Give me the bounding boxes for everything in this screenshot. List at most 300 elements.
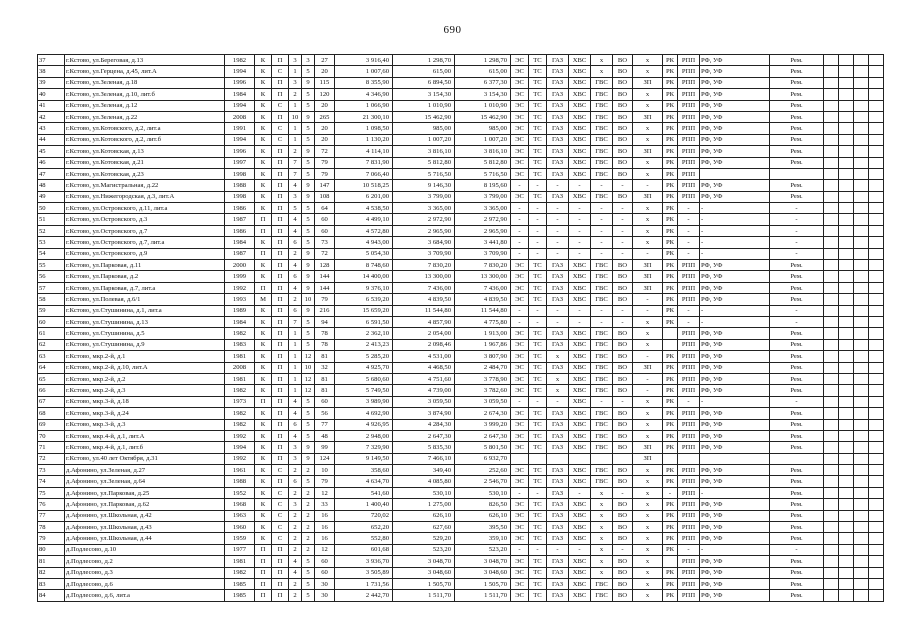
empty-cell: [854, 134, 869, 145]
garbage-chute-cell: -: [633, 248, 663, 259]
empty-cell: [869, 510, 884, 521]
garbage-chute-cell: -: [633, 373, 663, 384]
year-cell: 1996: [225, 77, 255, 88]
empty-cell: [839, 157, 854, 168]
roof-type-cell: П: [272, 590, 289, 601]
roof-type-cell: П: [272, 77, 289, 88]
floors-cell: 9: [302, 77, 315, 88]
entrances-cell: 1: [289, 339, 302, 350]
gas-cell: ГАЗ: [547, 77, 569, 88]
entrances-cell: 2: [289, 146, 302, 157]
hot-water-cell: х: [591, 567, 613, 578]
rk-cell: РК: [663, 305, 678, 316]
entrances-cell: 2: [289, 294, 302, 305]
apartments-cell: 81: [315, 385, 335, 396]
total-area-cell: 4 925,70: [335, 362, 393, 373]
sewage-cell: ВО: [613, 419, 633, 430]
residential-area-cell: 5 812,80: [455, 157, 511, 168]
empty-cell: [854, 111, 869, 122]
rk-cell: РК: [663, 123, 678, 134]
wall-material-cell: К: [255, 533, 272, 544]
table-row: [38, 66, 884, 77]
entrances-cell: 1: [289, 123, 302, 134]
wall-material-cell: К: [255, 77, 272, 88]
floors-cell: 9: [302, 146, 315, 157]
repair-cell: Рем.: [770, 590, 824, 601]
garbage-chute-cell: х: [633, 237, 663, 248]
empty-cell: [839, 590, 854, 601]
year-cell: 1992: [225, 430, 255, 441]
address-cell: г.Кстово, ул.Нижегородская, д.3, лит.А: [65, 191, 225, 202]
heating-cell: -: [529, 544, 547, 555]
electricity-cell: ЭС: [511, 442, 529, 453]
total-area-cell: 2 442,70: [335, 590, 393, 601]
repair-cell: Рем.: [770, 180, 824, 191]
floors-cell: 5: [302, 123, 315, 134]
total-area-cell: 8 355,90: [335, 77, 393, 88]
entrances-cell: 2: [289, 465, 302, 476]
empty-cell: [854, 408, 869, 419]
apartments-cell: 60: [315, 214, 335, 225]
sewage-cell: -: [613, 248, 633, 259]
rpp-cell: РПП: [678, 578, 700, 589]
gas-cell: ГАЗ: [547, 465, 569, 476]
floors-cell: 5: [302, 66, 315, 77]
gas-cell: [547, 453, 569, 464]
year-cell: 1959: [225, 533, 255, 544]
year-cell: 1982: [225, 567, 255, 578]
electricity-cell: ЭС: [511, 510, 529, 521]
empty-cell: [869, 351, 884, 362]
empty-cell: [824, 146, 839, 157]
gas-cell: х: [547, 385, 569, 396]
address-cell: д.Афонино, ул.Зеленая, д.27: [65, 465, 225, 476]
floors-cell: 5: [302, 100, 315, 111]
apartments-cell: 108: [315, 191, 335, 202]
empty-cell: [869, 191, 884, 202]
total-area-cell: 5 054,30: [335, 248, 393, 259]
electricity-cell: -: [511, 214, 529, 225]
wall-material-cell: К: [255, 510, 272, 521]
empty-cell: [824, 305, 839, 316]
heating-cell: -: [529, 316, 547, 327]
residential-area-cell: 2 674,30: [455, 408, 511, 419]
wall-material-cell: М: [255, 294, 272, 305]
residential-area-cell: 3 999,20: [455, 419, 511, 430]
roof-type-cell: С: [272, 522, 289, 533]
rpp-cell: РПП: [678, 123, 700, 134]
empty-cell: [869, 385, 884, 396]
cold-water-cell: ХВС: [569, 89, 591, 100]
empty-cell: [824, 476, 839, 487]
hot-water-cell: ГВС: [591, 282, 613, 293]
residential-area-cell: 6 377,30: [455, 77, 511, 88]
empty-cell: [869, 260, 884, 271]
wall-material-cell: К: [255, 271, 272, 282]
heating-cell: ТС: [529, 499, 547, 510]
roof-type-cell: П: [272, 180, 289, 191]
roof-type-cell: П: [272, 225, 289, 236]
rpp-cell: РПП: [678, 408, 700, 419]
floors-cell: 10: [302, 294, 315, 305]
rpp-cell: РПП: [678, 590, 700, 601]
rk-cell: РК: [663, 260, 678, 271]
heating-cell: ТС: [529, 578, 547, 589]
empty-cell: [839, 100, 854, 111]
roof-type-cell: П: [272, 419, 289, 430]
empty-cell: [854, 168, 869, 179]
sewage-cell: -: [613, 396, 633, 407]
apartments-cell: 48: [315, 430, 335, 441]
wall-material-cell: К: [255, 499, 272, 510]
electricity-cell: ЭС: [511, 373, 529, 384]
empty-cell: [869, 77, 884, 88]
electricity-cell: ЭС: [511, 476, 529, 487]
fund-cell: РФ, УФ: [700, 419, 770, 430]
residential-area-cell: 3 778,90: [455, 373, 511, 384]
total-area-cell: 8 748,60: [335, 260, 393, 271]
living-area-cell: 3 048,70: [393, 556, 455, 567]
living-area-cell: 530,10: [393, 487, 455, 498]
empty-cell: [824, 100, 839, 111]
heating-cell: ТС: [529, 100, 547, 111]
repair-cell: Рем.: [770, 111, 824, 122]
repair-cell: Рем.: [770, 328, 824, 339]
gas-cell: -: [547, 396, 569, 407]
garbage-chute-cell: х: [633, 419, 663, 430]
heating-cell: -: [529, 225, 547, 236]
cold-water-cell: -: [569, 180, 591, 191]
empty-cell: [839, 430, 854, 441]
empty-cell: [869, 294, 884, 305]
heating-cell: ТС: [529, 385, 547, 396]
residential-area-cell: 1 967,86: [455, 339, 511, 350]
living-area-cell: 4 739,00: [393, 385, 455, 396]
wall-material-cell: К: [255, 66, 272, 77]
rpp-cell: РПП: [678, 533, 700, 544]
cold-water-cell: ХВС: [569, 567, 591, 578]
entrances-cell: 7: [289, 316, 302, 327]
residential-area-cell: 5 716,50: [455, 168, 511, 179]
sewage-cell: ВО: [613, 66, 633, 77]
empty-cell: [869, 339, 884, 350]
floors-cell: 2: [302, 487, 315, 498]
electricity-cell: -: [511, 248, 529, 259]
cold-water-cell: ХВС: [569, 522, 591, 533]
year-cell: 1991: [225, 123, 255, 134]
table-row: [38, 237, 884, 248]
total-area-cell: 358,60: [335, 465, 393, 476]
apartments-cell: 79: [315, 476, 335, 487]
floors-cell: 5: [302, 157, 315, 168]
empty-cell: [839, 248, 854, 259]
rk-cell: РК: [663, 578, 678, 589]
row-number-cell: 60: [38, 316, 65, 327]
row-number-cell: 51: [38, 214, 65, 225]
electricity-cell: ЭС: [511, 77, 529, 88]
apartments-cell: 72: [315, 248, 335, 259]
year-cell: 1982: [225, 385, 255, 396]
cold-water-cell: ХВС: [569, 396, 591, 407]
empty-cell: [824, 419, 839, 430]
wall-material-cell: К: [255, 203, 272, 214]
total-area-cell: 7 066,40: [335, 168, 393, 179]
empty-cell: [824, 55, 839, 66]
rpp-cell: РПП: [678, 373, 700, 384]
repair-cell: Рем.: [770, 362, 824, 373]
living-area-cell: 3 874,90: [393, 408, 455, 419]
row-number-cell: 63: [38, 351, 65, 362]
hot-water-cell: ГВС: [591, 134, 613, 145]
heating-cell: ТС: [529, 556, 547, 567]
heating-cell: ТС: [529, 294, 547, 305]
roof-type-cell: П: [272, 567, 289, 578]
sewage-cell: -: [613, 203, 633, 214]
heating-cell: -: [529, 487, 547, 498]
living-area-cell: 3 048,60: [393, 567, 455, 578]
residential-area-cell: 6 932,70: [455, 453, 511, 464]
heating-cell: ТС: [529, 408, 547, 419]
total-area-cell: 2 362,10: [335, 328, 393, 339]
floors-cell: 5: [302, 578, 315, 589]
empty-cell: [839, 510, 854, 521]
total-area-cell: 1 098,50: [335, 123, 393, 134]
rk-cell: РК: [663, 203, 678, 214]
rpp-cell: -: [678, 237, 700, 248]
empty-cell: [869, 328, 884, 339]
rpp-cell: РПП: [678, 146, 700, 157]
rpp-cell: РПП: [678, 77, 700, 88]
apartments-cell: 128: [315, 260, 335, 271]
wall-material-cell: П: [255, 396, 272, 407]
heating-cell: ТС: [529, 66, 547, 77]
empty-cell: [839, 339, 854, 350]
wall-material-cell: К: [255, 134, 272, 145]
wall-material-cell: П: [255, 556, 272, 567]
empty-cell: [854, 214, 869, 225]
roof-type-cell: П: [272, 237, 289, 248]
roof-type-cell: П: [272, 294, 289, 305]
cold-water-cell: ХВС: [569, 191, 591, 202]
empty-cell: [839, 305, 854, 316]
electricity-cell: ЭС: [511, 100, 529, 111]
repair-cell: -: [770, 396, 824, 407]
sewage-cell: ВО: [613, 385, 633, 396]
gas-cell: ГАЗ: [547, 578, 569, 589]
sewage-cell: ВО: [613, 89, 633, 100]
total-area-cell: 3 989,90: [335, 396, 393, 407]
roof-type-cell: П: [272, 316, 289, 327]
electricity-cell: ЭС: [511, 168, 529, 179]
residential-area-cell: 3 048,60: [455, 567, 511, 578]
floors-cell: 5: [302, 237, 315, 248]
gas-cell: -: [547, 305, 569, 316]
wall-material-cell: К: [255, 373, 272, 384]
empty-cell: [839, 487, 854, 498]
repair-cell: Рем.: [770, 442, 824, 453]
empty-cell: [869, 55, 884, 66]
table-row: [38, 191, 884, 202]
sewage-cell: ВО: [613, 556, 633, 567]
empty-cell: [869, 590, 884, 601]
electricity-cell: ЭС: [511, 556, 529, 567]
rpp-cell: -: [678, 305, 700, 316]
hot-water-cell: х: [591, 487, 613, 498]
row-number-cell: 76: [38, 499, 65, 510]
year-cell: 1997: [225, 157, 255, 168]
empty-cell: [869, 453, 884, 464]
address-cell: г.Кстово, ул.Котовская, д.13: [65, 146, 225, 157]
living-area-cell: 4 857,90: [393, 316, 455, 327]
address-cell: г.Кстово, ул.Стушинина, д.1, лит.а: [65, 305, 225, 316]
table-row: [38, 328, 884, 339]
rk-cell: РК: [663, 362, 678, 373]
entrances-cell: 6: [289, 419, 302, 430]
roof-type-cell: П: [272, 544, 289, 555]
table-row: [38, 123, 884, 134]
empty-cell: [839, 55, 854, 66]
hot-water-cell: ГВС: [591, 476, 613, 487]
residential-area-cell: 4 839,50: [455, 294, 511, 305]
repair-cell: Рем.: [770, 134, 824, 145]
hot-water-cell: -: [591, 180, 613, 191]
rpp-cell: [678, 453, 700, 464]
electricity-cell: ЭС: [511, 328, 529, 339]
wall-material-cell: К: [255, 157, 272, 168]
apartments-cell: 265: [315, 111, 335, 122]
empty-cell: [869, 66, 884, 77]
garbage-chute-cell: ЗП: [633, 77, 663, 88]
garbage-chute-cell: х: [633, 465, 663, 476]
electricity-cell: ЭС: [511, 271, 529, 282]
address-cell: д.Афонино, ул.Школьная, д.44: [65, 533, 225, 544]
year-cell: 1981: [225, 556, 255, 567]
table-row: [38, 522, 884, 533]
address-cell: д.Подлесово, д.6: [65, 578, 225, 589]
year-cell: 1998: [225, 168, 255, 179]
empty-cell: [854, 294, 869, 305]
apartments-cell: 115: [315, 77, 335, 88]
wall-material-cell: К: [255, 89, 272, 100]
floors-cell: 5: [302, 214, 315, 225]
residential-area-cell: 3 059,50: [455, 396, 511, 407]
apartments-cell: 60: [315, 556, 335, 567]
year-cell: 1984: [225, 237, 255, 248]
living-area-cell: 1 511,70: [393, 590, 455, 601]
gas-cell: ГАЗ: [547, 294, 569, 305]
wall-material-cell: К: [255, 100, 272, 111]
repair-cell: [770, 453, 824, 464]
empty-cell: [854, 123, 869, 134]
gas-cell: ГАЗ: [547, 510, 569, 521]
year-cell: 1961: [225, 465, 255, 476]
heating-cell: -: [529, 305, 547, 316]
wall-material-cell: К: [255, 522, 272, 533]
empty-cell: [869, 248, 884, 259]
empty-cell: [854, 100, 869, 111]
apartments-cell: 144: [315, 271, 335, 282]
cold-water-cell: -: [569, 237, 591, 248]
living-area-cell: 349,40: [393, 465, 455, 476]
empty-cell: [824, 430, 839, 441]
heating-cell: -: [529, 248, 547, 259]
sewage-cell: ВО: [613, 373, 633, 384]
roof-type-cell: П: [272, 396, 289, 407]
total-area-cell: 4 692,90: [335, 408, 393, 419]
empty-cell: [824, 89, 839, 100]
apartments-cell: 81: [315, 351, 335, 362]
electricity-cell: ЭС: [511, 66, 529, 77]
floors-cell: 2: [302, 510, 315, 521]
garbage-chute-cell: х: [633, 134, 663, 145]
living-area-cell: 5 812,80: [393, 157, 455, 168]
sewage-cell: ВО: [613, 499, 633, 510]
empty-cell: [869, 522, 884, 533]
total-area-cell: 9 376,10: [335, 282, 393, 293]
empty-cell: [854, 339, 869, 350]
roof-type-cell: П: [272, 214, 289, 225]
empty-cell: [869, 465, 884, 476]
empty-cell: [869, 237, 884, 248]
row-number-cell: 77: [38, 510, 65, 521]
total-area-cell: 15 659,20: [335, 305, 393, 316]
roof-type-cell: П: [272, 453, 289, 464]
apartments-cell: 60: [315, 396, 335, 407]
total-area-cell: 1 400,40: [335, 499, 393, 510]
empty-cell: [869, 157, 884, 168]
rpp-cell: РПП: [678, 351, 700, 362]
rpp-cell: РПП: [678, 191, 700, 202]
table-row: [38, 248, 884, 259]
gas-cell: ГАЗ: [547, 339, 569, 350]
apartments-cell: 216: [315, 305, 335, 316]
row-number-cell: 82: [38, 567, 65, 578]
entrances-cell: 7: [289, 157, 302, 168]
rk-cell: РК: [663, 157, 678, 168]
rk-cell: РК: [663, 134, 678, 145]
apartments-cell: 81: [315, 373, 335, 384]
year-cell: 2000: [225, 260, 255, 271]
year-cell: 1986: [225, 203, 255, 214]
floors-cell: 5: [302, 590, 315, 601]
row-number-cell: 38: [38, 66, 65, 77]
wall-material-cell: П: [255, 225, 272, 236]
empty-cell: [839, 362, 854, 373]
wall-material-cell: К: [255, 339, 272, 350]
address-cell: г.Кстово, мкр.4-й, д.1, лит.б: [65, 442, 225, 453]
cold-water-cell: ХВС: [569, 134, 591, 145]
hot-water-cell: -: [591, 316, 613, 327]
address-cell: д.Афонино, ул.Парковая, д.25: [65, 487, 225, 498]
rk-cell: -: [663, 487, 678, 498]
cold-water-cell: ХВС: [569, 282, 591, 293]
rk-cell: РК: [663, 77, 678, 88]
fund-cell: РФ, УФ: [700, 430, 770, 441]
fund-cell: РФ, УФ: [700, 476, 770, 487]
empty-cell: [854, 225, 869, 236]
living-area-cell: 2 972,90: [393, 214, 455, 225]
fund-cell: РФ, УФ: [700, 66, 770, 77]
floors-cell: 2: [302, 499, 315, 510]
wall-material-cell: К: [255, 442, 272, 453]
rpp-cell: РПП: [678, 100, 700, 111]
wall-material-cell: К: [255, 237, 272, 248]
row-number-cell: 46: [38, 157, 65, 168]
cold-water-cell: ХВС: [569, 442, 591, 453]
empty-cell: [854, 203, 869, 214]
roof-type-cell: П: [272, 430, 289, 441]
floors-cell: 5: [302, 203, 315, 214]
